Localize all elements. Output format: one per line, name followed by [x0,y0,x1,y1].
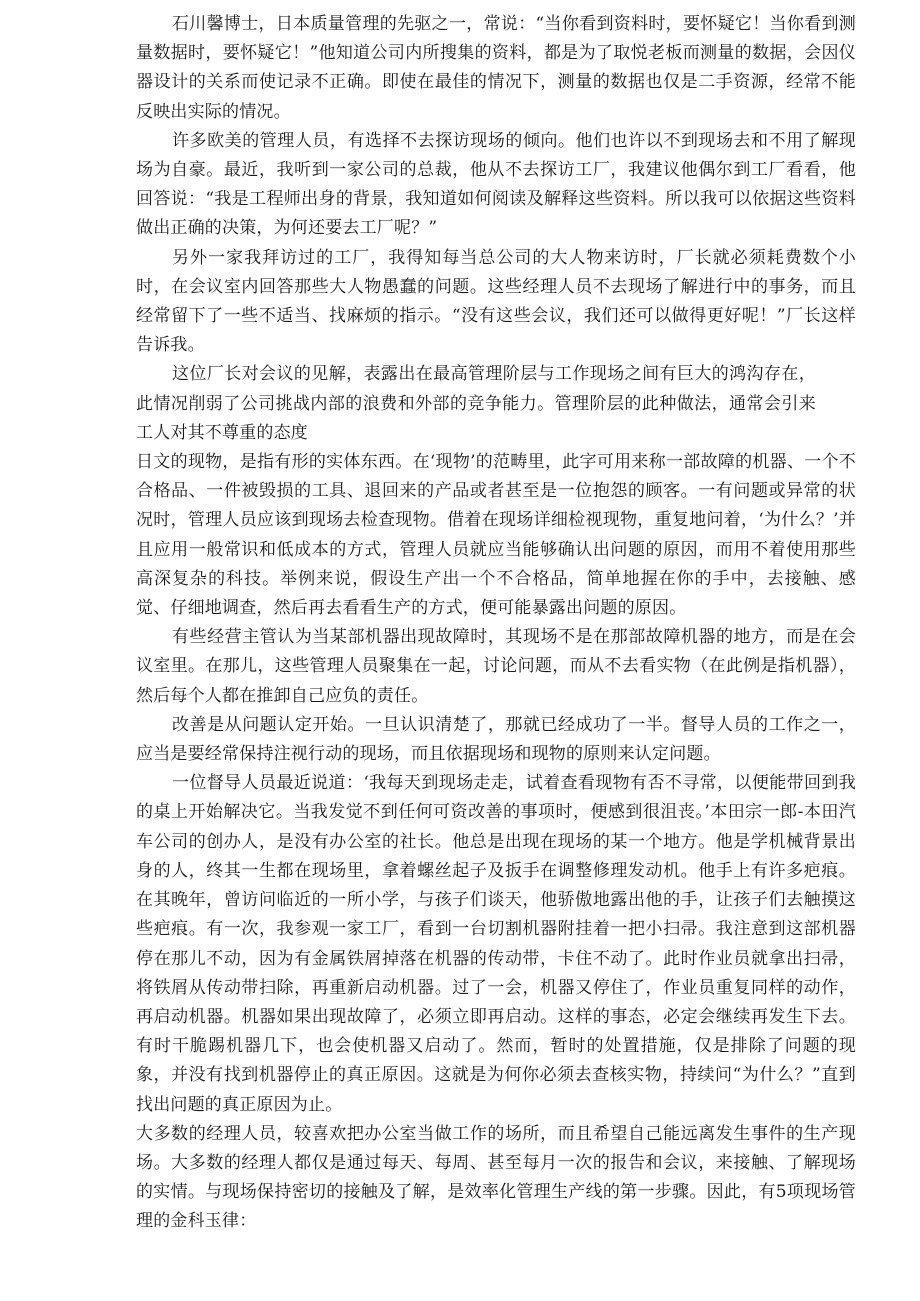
paragraph-meeting-room: 有些经营主管认为当某部机器出现故障时，其现场不是在那部故障机器的地方，而是在会议室里。在那儿，这些管理人员聚集在一起，讨论问题，而从不去看实物（在此例是指机器），然后每个人都在推卸自己应负的责任。 [136,627,856,706]
paragraph-five-rules: 大多数的经理人员，较喜欢把办公室当做工作的场所，而且希望自己能远离发生事件的生产现场。大多数的经理人都仅是通过每天、每周、甚至每月一次的报告和会议，来接触、了解现场的实情。与现场保持密切的接触及了解，是效率化管理生产线的第一步骤。因此，有5项现场管理的金科玉律： [136,1123,856,1232]
paragraph-ishikawa: 石川馨博士，日本质量管理的先驱之一，常说：“当你看到资料时，要怀疑它！当你看到测量数据时，要怀疑它！”他知道公司内所搜集的资料，都是为了取悦老板而测量的数据，会因仪器设计的关系而使记录不正确。即使在最佳的情况下，测量的数据也仅是二手资源，经常不能反映出实际的情况。 [136,14,856,122]
paragraph-supervisor-honda: 一位督导人员最近说道：‘我每天到现场走走，试着查看现物有否不寻常，以便能带回到我的桌上开始解决它。当我发觉不到任何可资改善的事项时，便感到很沮丧。’本田宗一郎-本田汽车公司的创办人，是没有办公室的社长。他总是出现在现场的某一个地方。他是学机械背景出身的人，终其一生都在现场里，拿着螺丝起子及扳手在调整修理发动机。他手上有许多疤痕。在其晚年，曾访问临近的一所小学，与孩子们谈天，他骄傲地露出他的手，让孩子们去触摸这些疤痕。有一次，我参观一家工厂，看到一台切割机器附挂着一把小扫帚。我注意到这部机器停在那儿不动，因为有金属铁屑掉落在机器的传动带，卡住不动了。此时作业员就拿出扫帚，将铁屑从传动带扫除，再重新启动机器。过了一会，机器又停住了，作业员重复同样的动作，再启动机器。机器如果出现故障了，必须立即再启动。这样的事态，必定会继续再发生下去。有时干脆踢机器几下，也会使机器又启动了。然而，暂时的处置措施，仅是排除了问题的现象，并没有找到机器停止的真正原因。这就是为何你必须去查核实物，持续问“为什么？”直到找出问题的真正原因为止。 [136,773,856,1115]
paragraph-factory-visit: 另外一家我拜访过的工厂，我得知每当总公司的大人物来访时，厂长就必须耗费数个小时，在会议室内回答那些大人物愚蠢的问题。这些经理人员不去现场了解进行中的事务，而且经常留下了一些不适当、找麻烦的指示。“没有这些会议，我们还可以做得更好呢！”厂长这样告诉我。 [136,247,856,356]
paragraph-manager-view: 这位厂长对会议的见解，表露出在最高管理阶层与工作现场之间有巨大的鸿沟存在，此情况削弱了公司挑战内部的浪费和外部的竞争能力。管理阶层的此种做法，通常会引来工人对其不尊重的态度 [136,364,816,443]
paragraph-western-managers: 许多欧美的管理人员，有选择不去探访现场的倾向。他们也许以不到现场去和不用了解现场为自豪。最近，我听到一家公司的总裁，他从不去探访工厂，我建议他偶尔到工厂看看，他回答说：“我是工程师出身的背景，我知道如何阅读及解释这些资料。所以我可以依据这些资料做出正确的决策，为何还要去工厂呢？” [136,130,856,239]
document-page [136,10,856,1237]
paragraph-kaizen-start: 改善是从问题认定开始。一旦认识清楚了，那就已经成功了一半。督导人员的工作之一，应当是要经常保持注视行动的现场，而且依据现场和现物的原则来认定问题。 [136,714,856,765]
paragraph-genbutsu: 日文的现物，是指有形的实体东西。在‘现物’的范畴里，此字可用来称一部故障的机器、一个不合格品、一件被毁损的工具、退回来的产品或者甚至是一位抱怨的顾客。一有问题或异常的状况时，管理人员应该到现场去检查现物。借着在现场详细检视现物，重复地问着，‘为什么？’并且应用一般常识和低成本的方式，管理人员就应当能够确认出问题的原因，而用不着使用那些高深复杂的科技。举例来说，假设生产出一个不合格品，简单地握在你的手中，去接触、感觉、仔细地调查，然后再去看看生产的方式，便可能暴露出问题的原因。 [136,452,856,619]
